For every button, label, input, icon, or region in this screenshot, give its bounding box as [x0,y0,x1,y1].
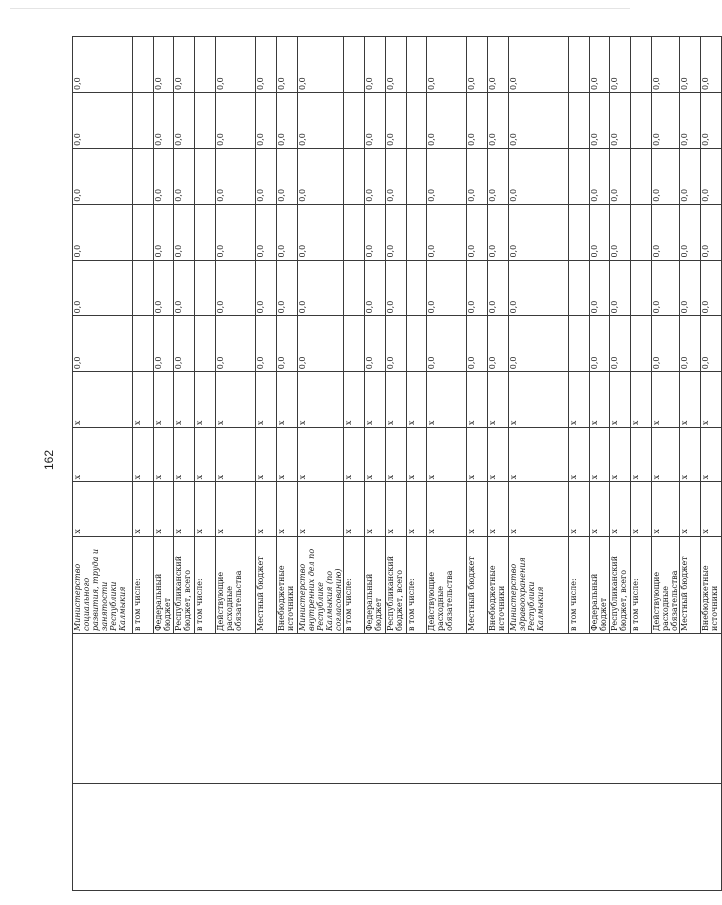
mark-cell: x [680,428,701,482]
value-cell: 0,0 [297,148,343,204]
col-b-merged-cell [73,634,722,784]
value-cell [132,92,153,148]
row-label: Внебюджетные источники [488,536,509,633]
value-cell: 0,0 [488,204,509,260]
value-cell: 0,0 [610,260,631,316]
mark-cell: x [174,372,195,428]
value-cell: 0,0 [701,316,722,372]
mark-cell: x [343,482,364,536]
mark-cell: x [508,482,568,536]
value-cell: 0,0 [364,316,385,372]
mark-cell: x [610,482,631,536]
mark-cell: x [276,372,297,428]
mark-cell: x [631,482,652,536]
value-cell: 0,0 [488,316,509,372]
mark-cell: x [680,482,701,536]
value-cell: 0,0 [216,92,256,148]
value-cell: 0,0 [508,92,568,148]
row-label: Федеральный бюджет [153,536,174,633]
value-cell [406,92,427,148]
mark-cell: x [132,372,153,428]
value-cell: 0,0 [216,148,256,204]
mark-cell: x [216,372,256,428]
value-cell: 0,0 [488,92,509,148]
mark-cell: x [195,428,216,482]
mark-cell: x [701,482,722,536]
mark-cell: x [297,428,343,482]
row-label: Действующие расходные обязательства [427,536,467,633]
value-cell [195,204,216,260]
mark-cell: x [276,428,297,482]
mark-cell: x [256,428,277,482]
row-label: Местный бюджет [680,536,701,633]
value-cell: 0,0 [467,260,488,316]
value-cell: 0,0 [610,148,631,204]
value-cell: 0,0 [385,316,406,372]
mark-cell: x [132,428,153,482]
mark-cell: x [701,372,722,428]
scan-edge-line [10,8,630,9]
row-label: в том числе: [343,536,364,633]
value-cell: 0,0 [153,148,174,204]
value-cell [132,37,153,93]
value-cell: 0,0 [680,92,701,148]
row-label: Местный бюджет [467,536,488,633]
value-cell [195,148,216,204]
mark-cell: x [406,482,427,536]
value-cell: 0,0 [467,316,488,372]
value-cell: 0,0 [427,148,467,204]
value-cell: 0,0 [174,204,195,260]
row-label: в том числе: [568,536,589,633]
mark-cell: x [680,372,701,428]
row-label: Внебюджетные источники [701,536,722,633]
value-cell: 0,0 [256,37,277,93]
value-cell: 0,0 [680,148,701,204]
value-cell: 0,0 [256,204,277,260]
value-cell: 0,0 [427,204,467,260]
value-cell [132,260,153,316]
value-cell: 0,0 [467,92,488,148]
mark-cell: x [568,372,589,428]
mark-cell: x [467,428,488,482]
row-label: Министерство социального развития, труда и занятости Республики Калмыкия [73,536,133,633]
value-cell: 0,0 [73,37,133,93]
value-cell: 0,0 [680,204,701,260]
value-cell [631,204,652,260]
value-cell: 0,0 [276,260,297,316]
value-cell: 0,0 [256,92,277,148]
value-cell: 0,0 [701,148,722,204]
value-cell: 0,0 [385,260,406,316]
value-cell: 0,0 [427,260,467,316]
table-row [73,37,133,891]
value-cell: 0,0 [364,204,385,260]
row-label: в том числе: [195,536,216,633]
mark-cell: x [652,372,680,428]
value-cell: 0,0 [610,204,631,260]
value-cell: 0,0 [508,260,568,316]
mark-cell: x [631,372,652,428]
value-cell: 0,0 [589,37,610,93]
row-label: в том числе: [631,536,652,633]
value-cell: 0,0 [610,92,631,148]
value-cell: 0,0 [488,148,509,204]
value-cell: 0,0 [276,92,297,148]
mark-cell: x [153,428,174,482]
value-cell: 0,0 [73,204,133,260]
value-cell: 0,0 [652,92,680,148]
value-cell: 0,0 [73,148,133,204]
mark-cell: x [652,428,680,482]
mark-cell: x [406,372,427,428]
mark-cell: x [568,428,589,482]
value-cell: 0,0 [467,204,488,260]
value-cell: 0,0 [216,260,256,316]
value-cell [631,92,652,148]
value-cell: 0,0 [256,148,277,204]
value-cell [568,37,589,93]
value-cell [343,260,364,316]
row-label: Действующие расходные обязательства [652,536,680,633]
mark-cell: x [508,428,568,482]
row-label: Республиканский бюджет, всего [610,536,631,633]
value-cell [406,260,427,316]
mark-cell: x [153,372,174,428]
value-cell: 0,0 [73,260,133,316]
value-cell: 0,0 [174,260,195,316]
row-label: Внебюджетные источники [276,536,297,633]
page-number: 162 [42,449,56,470]
value-cell: 0,0 [73,92,133,148]
mark-cell: x [406,428,427,482]
value-cell: 0,0 [488,260,509,316]
value-cell [132,148,153,204]
value-cell: 0,0 [680,316,701,372]
mark-cell: x [73,482,133,536]
value-cell: 0,0 [589,316,610,372]
value-cell [343,92,364,148]
value-cell [343,37,364,93]
mark-cell: x [488,482,509,536]
value-cell: 0,0 [652,316,680,372]
value-cell: 0,0 [610,316,631,372]
mark-cell: x [343,428,364,482]
value-cell [631,148,652,204]
value-cell: 0,0 [680,260,701,316]
value-cell [195,260,216,316]
row-label: в том числе: [406,536,427,633]
mark-cell: x [174,482,195,536]
mark-cell: x [216,428,256,482]
mark-cell: x [610,428,631,482]
value-cell: 0,0 [153,260,174,316]
value-cell: 0,0 [680,37,701,93]
mark-cell: x [467,482,488,536]
mark-cell: x [467,372,488,428]
row-label: в том числе: [132,536,153,633]
value-cell: 0,0 [701,260,722,316]
value-cell: 0,0 [256,260,277,316]
value-cell: 0,0 [153,204,174,260]
rotated-table-container [72,36,720,891]
value-cell [568,92,589,148]
value-cell: 0,0 [276,316,297,372]
value-cell: 0,0 [508,204,568,260]
value-cell: 0,0 [276,37,297,93]
value-cell [343,204,364,260]
value-cell: 0,0 [385,37,406,93]
value-cell: 0,0 [589,260,610,316]
mark-cell: x [132,482,153,536]
value-cell: 0,0 [652,148,680,204]
value-cell: 0,0 [508,148,568,204]
mark-cell: x [195,482,216,536]
value-cell: 0,0 [701,204,722,260]
mark-cell: x [385,372,406,428]
value-cell: 0,0 [652,260,680,316]
value-cell: 0,0 [153,316,174,372]
mark-cell: x [256,372,277,428]
value-cell: 0,0 [297,204,343,260]
table-body [73,37,722,891]
value-cell [195,92,216,148]
value-cell: 0,0 [589,148,610,204]
value-cell: 0,0 [216,204,256,260]
mark-cell: x [195,372,216,428]
mark-cell: x [631,428,652,482]
value-cell: 0,0 [174,92,195,148]
mark-cell: x [701,428,722,482]
value-cell: 0,0 [73,316,133,372]
value-cell: 0,0 [701,92,722,148]
value-cell: 0,0 [153,92,174,148]
value-cell: 0,0 [364,37,385,93]
value-cell [631,316,652,372]
mark-cell: x [488,428,509,482]
budget-table [72,36,722,891]
mark-cell: x [153,482,174,536]
value-cell: 0,0 [467,37,488,93]
value-cell: 0,0 [488,37,509,93]
value-cell: 0,0 [364,260,385,316]
mark-cell: x [385,482,406,536]
value-cell [406,204,427,260]
mark-cell: x [364,428,385,482]
value-cell: 0,0 [364,92,385,148]
value-cell: 0,0 [256,316,277,372]
mark-cell: x [589,372,610,428]
value-cell: 0,0 [589,92,610,148]
mark-cell: x [589,428,610,482]
mark-cell: x [589,482,610,536]
mark-cell: x [297,482,343,536]
value-cell: 0,0 [297,316,343,372]
value-cell: 0,0 [297,260,343,316]
value-cell [568,204,589,260]
mark-cell: x [610,372,631,428]
value-cell: 0,0 [385,148,406,204]
row-label: Республиканский бюджет, всего [174,536,195,633]
mark-cell: x [174,428,195,482]
value-cell [568,316,589,372]
value-cell: 0,0 [297,92,343,148]
value-cell [195,37,216,93]
value-cell [132,204,153,260]
mark-cell: x [364,482,385,536]
value-cell: 0,0 [276,204,297,260]
value-cell: 0,0 [652,204,680,260]
value-cell: 0,0 [174,316,195,372]
mark-cell: x [73,428,133,482]
row-label: Федеральный бюджет [364,536,385,633]
value-cell: 0,0 [174,37,195,93]
value-cell: 0,0 [508,37,568,93]
row-label: Республиканский бюджет, всего [385,536,406,633]
value-cell [631,260,652,316]
value-cell: 0,0 [385,204,406,260]
value-cell: 0,0 [508,316,568,372]
value-cell: 0,0 [174,148,195,204]
value-cell: 0,0 [427,37,467,93]
mark-cell: x [508,372,568,428]
value-cell [568,260,589,316]
mark-cell: x [364,372,385,428]
mark-cell: x [276,482,297,536]
mark-cell: x [73,372,133,428]
mark-cell: x [427,372,467,428]
value-cell: 0,0 [216,316,256,372]
value-cell: 0,0 [216,37,256,93]
value-cell: 0,0 [652,37,680,93]
row-label: Министерство внутренних дел по Республике Калмыкия (по согласованию) [297,536,343,633]
value-cell: 0,0 [701,37,722,93]
value-cell: 0,0 [610,37,631,93]
row-label: Местный бюджет [256,536,277,633]
mark-cell: x [343,372,364,428]
value-cell [343,316,364,372]
value-cell [631,37,652,93]
value-cell: 0,0 [153,37,174,93]
table-frame [72,36,720,891]
value-cell [406,37,427,93]
mark-cell: x [488,372,509,428]
row-label: Министерство здравоохранения Республики Калмыкия [508,536,568,633]
mark-cell: x [568,482,589,536]
value-cell [343,148,364,204]
mark-cell: x [427,482,467,536]
mark-cell: x [427,428,467,482]
col-a-merged-cell [73,784,722,891]
row-label: Действующие расходные обязательства [216,536,256,633]
value-cell: 0,0 [297,37,343,93]
value-cell: 0,0 [427,316,467,372]
value-cell [406,316,427,372]
value-cell [195,316,216,372]
row-label: Федеральный бюджет [589,536,610,633]
value-cell: 0,0 [467,148,488,204]
mark-cell: x [297,372,343,428]
value-cell: 0,0 [427,92,467,148]
value-cell [132,316,153,372]
value-cell: 0,0 [589,204,610,260]
value-cell [406,148,427,204]
mark-cell: x [652,482,680,536]
mark-cell: x [256,482,277,536]
value-cell: 0,0 [364,148,385,204]
value-cell: 0,0 [276,148,297,204]
value-cell: 0,0 [385,92,406,148]
mark-cell: x [216,482,256,536]
mark-cell: x [385,428,406,482]
value-cell [568,148,589,204]
